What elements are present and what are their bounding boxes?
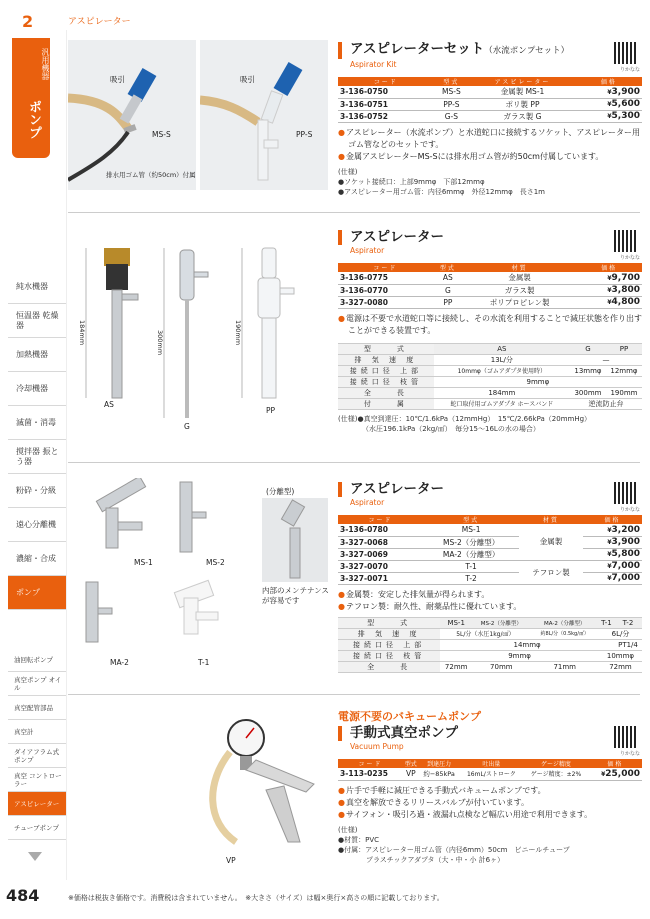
section-divider <box>68 694 640 695</box>
asp2-illustrations <box>76 478 256 678</box>
vp-bullets: ● 片手で手軽に減圧できる手動式バキュームポンプです。 ● 真空を解放できるリリースバルブが付いています。 ● サイフォン・吸引ろ過・液漏れ点検など幅広い用途で利用できます。 <box>338 785 642 821</box>
table-row: 3-327-0069 MA-2（分離型） ¥5,800 <box>340 549 640 559</box>
asp1-spec: (仕様)●真空到達圧：10℃/1.6kPa（12mmHg） 15℃/2.66kPa（20mmHg） （水圧196.1kPa（2kg/㎠） 毎分15～16Lの水の場合） <box>338 414 592 433</box>
asp1-title: アスピレーター <box>338 230 642 245</box>
asp1-dim-pp: 190mm <box>234 320 242 346</box>
sub-nav-item[interactable]: 真空 コントローラー <box>8 768 66 792</box>
kit-pp-label: PP-S <box>296 130 313 139</box>
kit-spec: (仕様) ●ソケット接続口：上部9mmφ 下部12mmφ ●アスピレーター用ゴム管：内径6mmφ 外径12mmφ 長さ1m <box>338 167 545 196</box>
sub-nav-item[interactable]: 真空ポンプ オイル <box>8 672 66 696</box>
sub-nav-item[interactable]: 真空計 <box>8 720 66 744</box>
kit-block <box>338 42 642 197</box>
asp2-bullets: ● 金属製：安定した排気量が得られます。 ● テフロン製：耐久性、耐薬品性に優れています。 <box>338 589 642 613</box>
kit-ms-image <box>68 40 196 190</box>
asp2-maint-label: 内部のメンテナンスが容易です <box>262 586 329 605</box>
nav-item[interactable]: 粉砕・分級 <box>8 474 66 508</box>
sub-nav-item[interactable]: 油回転ポンプ <box>8 648 66 672</box>
section-divider <box>68 462 640 463</box>
table-row: 3-136-0770 G ガラス製 ¥3,800 <box>340 285 640 295</box>
aspirator-kit-ms-illustration <box>68 40 196 190</box>
qr-label: りかなな <box>619 67 640 73</box>
vp-subtitle: Vacuum Pump <box>350 742 404 751</box>
kit-table <box>338 77 642 123</box>
asp1-block <box>338 230 642 434</box>
scroll-down-icon[interactable] <box>28 852 42 861</box>
table-row: 3-327-0070 T-1 テフロン製 ¥7,000 <box>338 560 642 572</box>
asp2-subtitle: Aspirator <box>350 498 385 507</box>
asp1-table: コード 型式 材質 価格 3-136-0775 AS 金属製 ¥9,700 3-136-0770 G ガラス製 ¥3,800 3-327-0080 PP ポリプロピレン製 ¥4,800 <box>340 265 640 307</box>
side-nav <box>8 270 66 610</box>
col-price: 価格 <box>576 77 642 86</box>
page-number: 484 <box>6 886 40 905</box>
kit-pp-image <box>200 40 328 190</box>
col-code: コード <box>338 77 434 86</box>
kit-subtitle: Aspirator Kit <box>350 60 397 69</box>
table-row: 3-327-0071 T-2 ¥7,000 <box>340 573 640 583</box>
asp1-spec-table: 型 式 AS G PP 排 気 速 度 13L/分 — 接続口径 上部 10mmφ（ゴムアダプタ使用時） 13mmφ 12mmφ 接続口径 枝管 9mmφ 全 長 184mm 300mm 190mm 付 属 蛇口取付用ゴムアダプタ ホースバンド 逆流防止弁 <box>338 343 642 410</box>
vp-table: コード 型式 到達圧力 吐出量 ゲージ精度 価格 3-113-0235 VP 約−85kPa 16mL/ストローク ゲージ精度：±2% ¥25,000 <box>340 761 640 779</box>
nav-item[interactable]: 冷却機器 <box>8 372 66 406</box>
nav-item[interactable]: 遠心分離機 <box>8 508 66 542</box>
asp2-ma2-label: MA-2 <box>110 658 129 667</box>
asp2-t1-label: T-1 <box>198 658 210 667</box>
asp2-block <box>338 482 642 673</box>
qr-code-icon[interactable] <box>614 42 636 64</box>
nav-item[interactable]: 純水機器 <box>8 270 66 304</box>
table-row: 3-136-0780 MS-1 金属製 ¥3,200 <box>338 524 642 536</box>
nav-item[interactable]: 恒温器 乾燥器 <box>8 304 66 338</box>
asp2-ms2-label: MS-2 <box>206 558 225 567</box>
table-row: 3-136-0752 G-S ガラス製 G ¥5,300 <box>340 111 640 121</box>
vp-title: 手動式真空ポンプ <box>338 726 642 741</box>
hand-vacuum-pump-illustration <box>196 712 336 852</box>
asp1-as-label: AS <box>104 400 114 409</box>
qr-code-icon[interactable] <box>614 726 636 748</box>
section-divider <box>68 212 640 213</box>
table-row: 3-113-0235 VP 約−85kPa 16mL/ストローク ゲージ精度：±2% ¥25,000 <box>340 768 640 779</box>
table-row: 3-136-0751 PP-S ポリ製 PP ¥5,600 <box>340 99 640 109</box>
sub-nav-item[interactable]: ダイアフラム式 ポンプ <box>8 744 66 768</box>
asp2-ms1-label: MS-1 <box>134 558 153 567</box>
kit-suction-label-1: 吸引 <box>110 75 125 84</box>
sub-nav-item[interactable]: 真空配管部品 <box>8 696 66 720</box>
asp1-pp-label: PP <box>266 406 276 415</box>
chapter-tab <box>12 38 50 158</box>
nav-item[interactable]: 滅菌・消毒 <box>8 406 66 440</box>
col-aspirator: アスピレーター <box>469 77 576 86</box>
asp1-dim-g: 300mm <box>156 330 164 356</box>
table-row: 3-136-0775 AS 金属製 ¥9,700 <box>340 272 640 283</box>
aspirator-kit-pp-illustration <box>200 40 328 190</box>
asp2-sep-label: (分離型) <box>266 487 295 496</box>
nav-item[interactable]: 濃縮・合成 <box>8 542 66 576</box>
asp1-subtitle: Aspirator <box>350 246 385 255</box>
asp2-title: アスピレーター <box>338 482 642 497</box>
asp2-spec-table: 型 式 MS-1 MS-2（分離型） MA-2（分離型） T-1 T-2 排 気 速 度 5L/分（水圧1kg/㎠） 約8L/分（0.5kg/㎠） 6L/分 接続口径 上部 14mmφ PT1/4 接続口径 枝管 9mmφ 10mmφ 全 長 72mm 70mm 71mm 72mm <box>338 617 642 673</box>
col-model: 型式 <box>434 77 470 86</box>
kit-bullets: ● アスピレーター（水流ポンプ）と水道蛇口に接続するソケット、アスピレーター用ゴム管などのセットです。 ● 金属アスピレーターMS-Sには排水用ゴム管が約50cm付属しています。 <box>338 127 642 163</box>
table-row: 3-327-0068 MS-2（分離型） ¥3,900 <box>340 537 640 547</box>
kit-title: アスピレーターセット（水流ポンプセット） <box>338 42 642 59</box>
asp2-maint-image <box>262 498 328 582</box>
aspirator-ms-ma-t-illustration <box>76 478 256 678</box>
qr-code-icon[interactable] <box>614 230 636 252</box>
qr-label: りかなな <box>619 751 640 757</box>
qr-label: りかなな <box>619 255 640 261</box>
kit-suction-label-2: 吸引 <box>240 75 255 84</box>
asp1-g-label: G <box>184 422 190 431</box>
asp1-dim-as: 184mm <box>78 320 86 346</box>
kit-ms-label: MS-S <box>152 130 171 139</box>
separated-aspirator-icon <box>262 498 328 582</box>
table-row: 3-136-0750 MS-S 金属製 MS-1 ¥3,900 <box>340 86 640 97</box>
vp-block <box>338 726 642 865</box>
page-header: アスピレーター <box>68 17 131 27</box>
chapter-number: 2 <box>22 12 34 31</box>
qr-code-icon[interactable] <box>614 482 636 504</box>
kit-drain-label: 排水用ゴム管（約50cm）付属 <box>106 171 196 179</box>
asp1-bullets: ● 電源は不要で水道蛇口等に接続し、その水流を利用することで減圧状態を作り出すことができる装置です。 <box>338 313 642 337</box>
qr-label: りかなな <box>619 507 640 513</box>
nav-item-active[interactable]: ポンプ <box>8 576 66 610</box>
table-row: 3-327-0080 PP ポリプロピレン製 ¥4,800 <box>340 297 640 307</box>
nav-item[interactable]: 撹拌器 振とう器 <box>8 440 66 474</box>
vp-catchphrase: 電源不要のバキュームポンプ <box>338 710 481 723</box>
chapter-category: 汎用機器 <box>41 48 50 80</box>
footnote: ※価格は税抜き価格です。消費税は含まれていません。 ※大きさ（サイズ）は幅×奥行×高さの順に記載しております。 <box>68 894 444 902</box>
vp-spec: (仕様) ●材質：PVC ●付属：アスピレーター用ゴム管（内径6mm）50cm ビニールチューブ プラスチックアダプタ（大・中・小 計6ヶ） <box>338 825 570 864</box>
sub-nav <box>8 648 66 840</box>
vp-image <box>196 712 336 852</box>
asp2-table: コード 型式 材質 価格 3-136-0780 MS-1 金属製 ¥3,200 3-327-0068 MS-2（分離型） ¥3,900 3-327-0069 MA-2（分離型） ¥5,800 3-327-0070 T-1 テフロン製 ¥7,000 3-327-0071 T-2 ¥7,000 <box>340 517 640 583</box>
vp-image-label: VP <box>226 856 236 865</box>
nav-item[interactable]: 加熱機器 <box>8 338 66 372</box>
chapter-section: ポンプ <box>26 100 41 139</box>
sub-nav-item[interactable]: チューブポンプ <box>8 816 66 840</box>
sub-nav-item-active[interactable]: アスピレーター <box>8 792 66 816</box>
